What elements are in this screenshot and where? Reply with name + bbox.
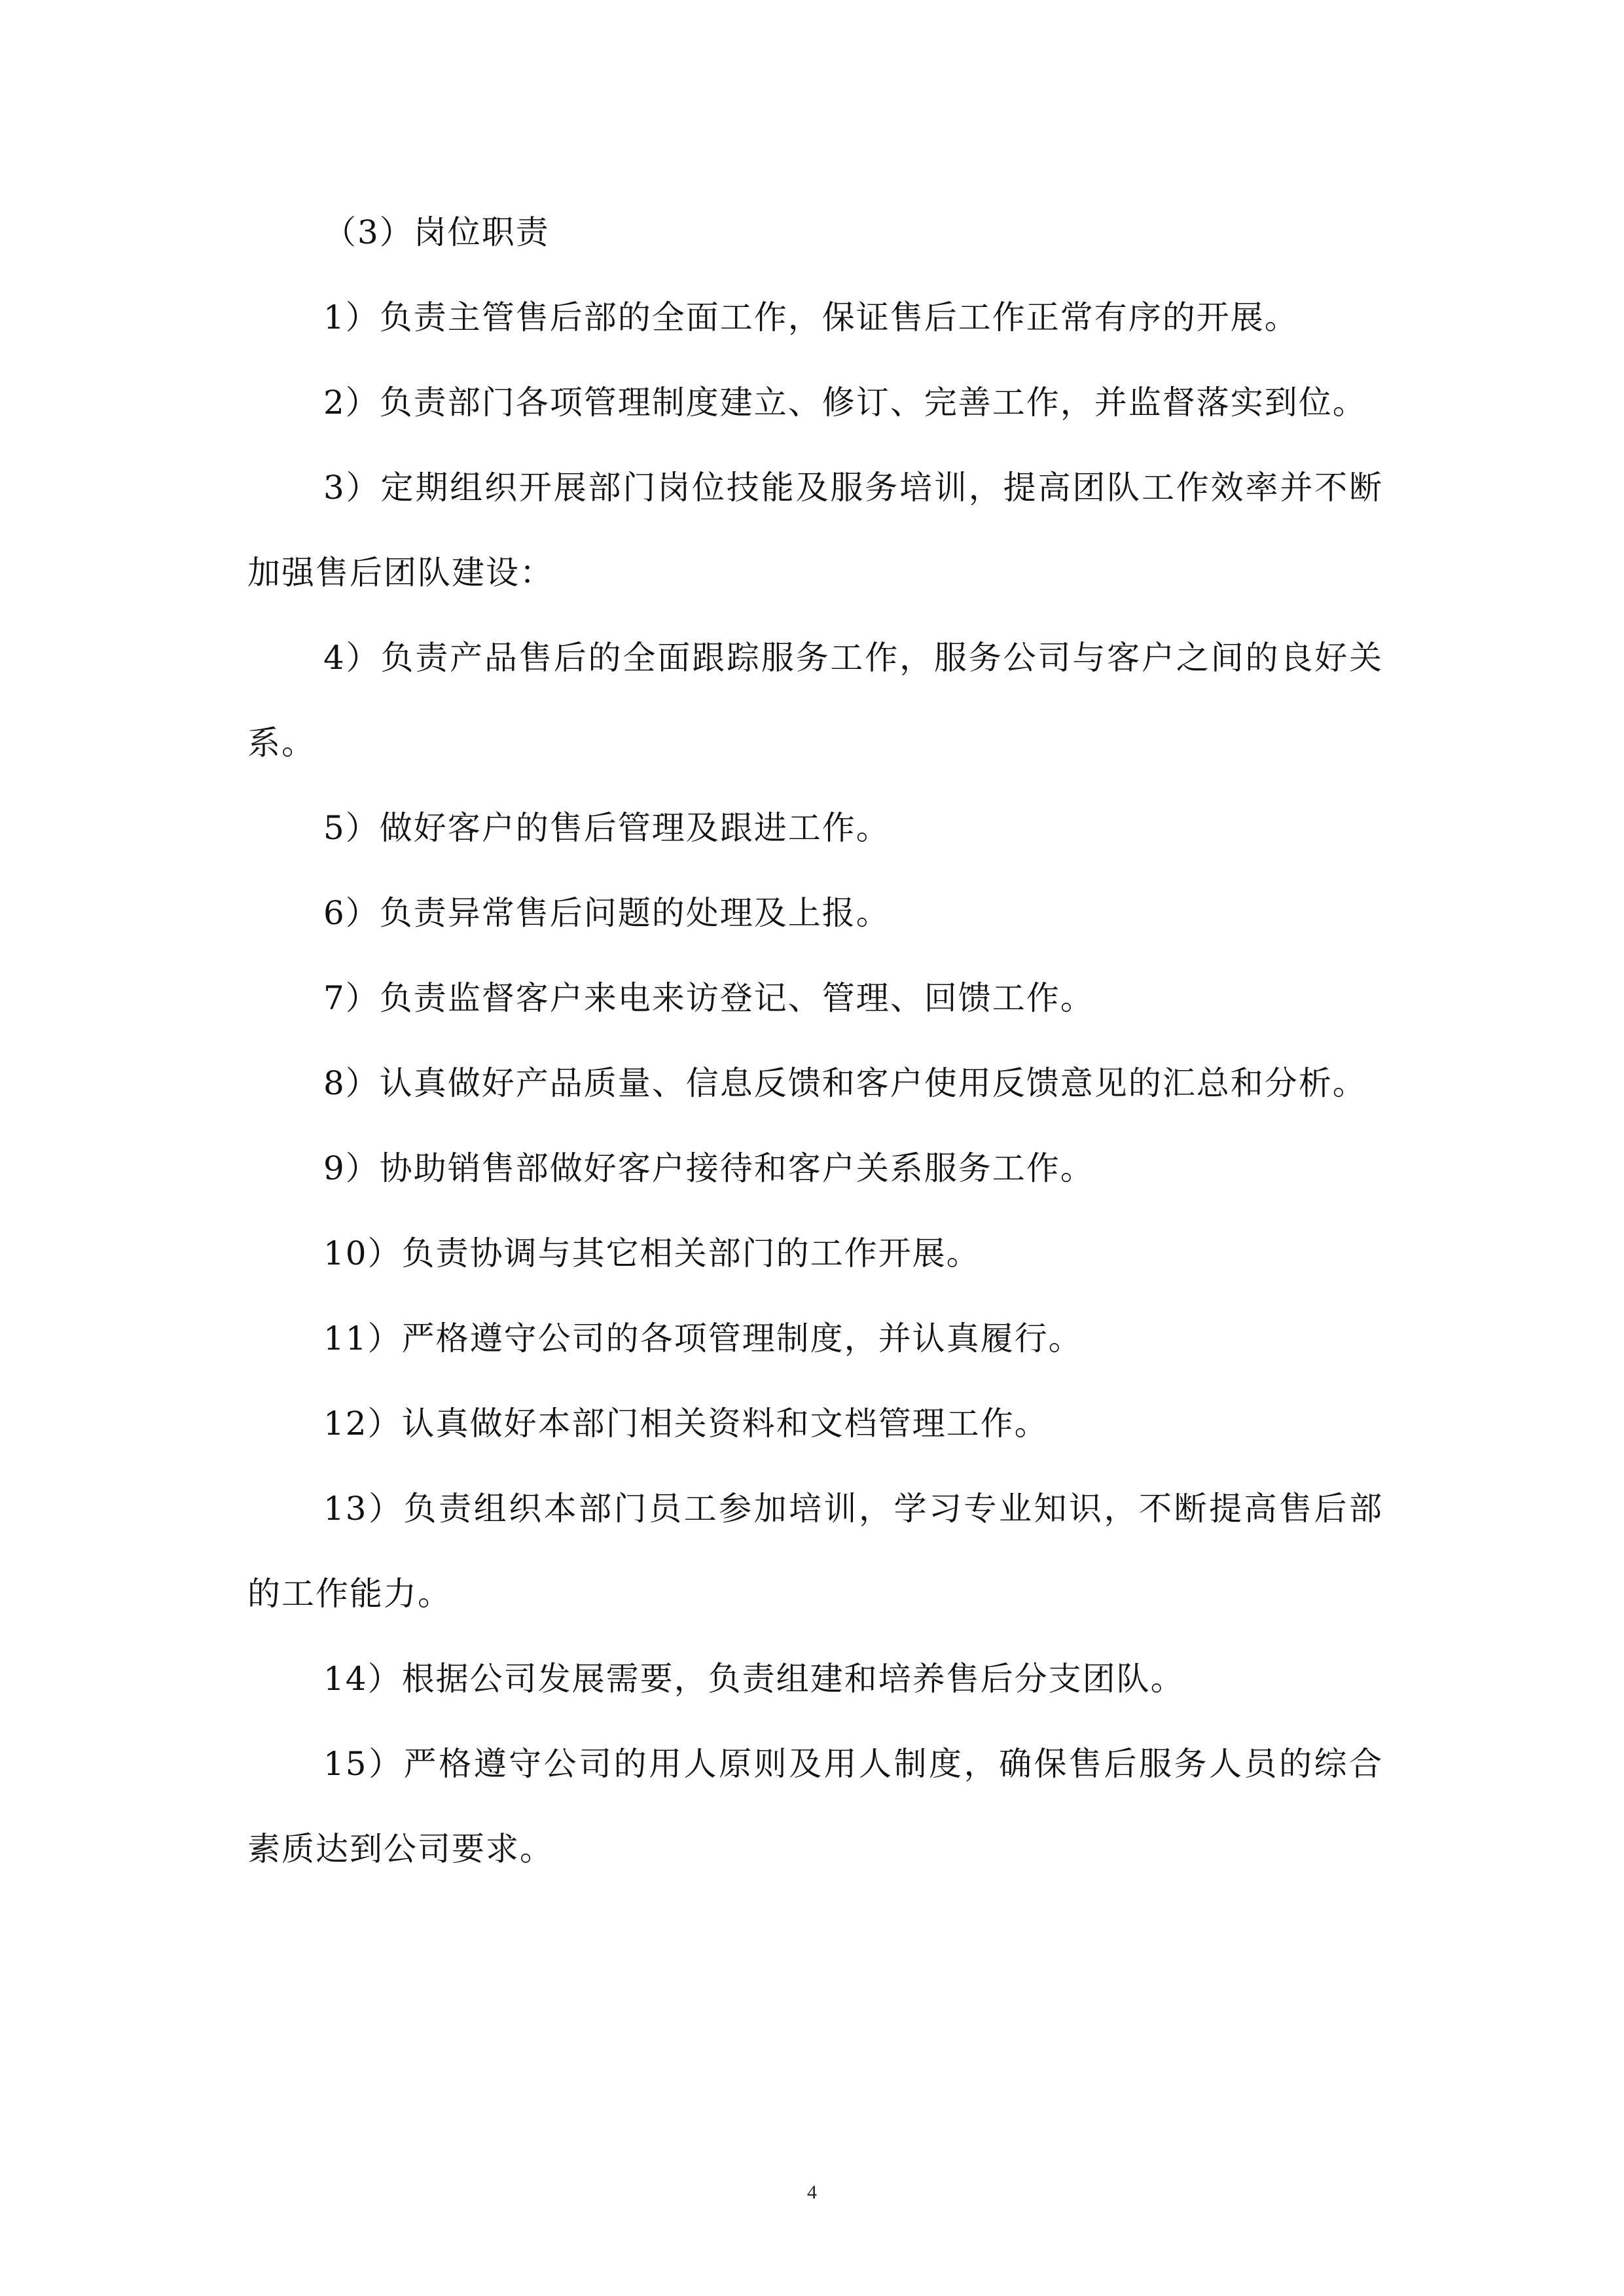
list-item: 14）根据公司发展需要，负责组建和培养售后分支团队。 xyxy=(323,1660,1185,1698)
list-item: 13）负责组织本部门员工参加培训，学习专业知识，不断提高售后部的工作能力。 xyxy=(247,1490,1383,1613)
list-item: 9）协助销售部做好客户接待和客户关系服务工作。 xyxy=(323,1149,1094,1187)
list-item: 12）认真做好本部门相关资料和文档管理工作。 xyxy=(323,1405,1049,1443)
list-item: 4）负责产品售后的全面跟踪服务工作，服务公司与客户之间的良好关系。 xyxy=(247,639,1383,762)
list-item: 7）负责监督客户来电来访登记、管理、回馈工作。 xyxy=(323,979,1094,1017)
list-item: 10）负责协调与其它相关部门的工作开展。 xyxy=(323,1234,981,1272)
list-item: 6）负责异常售后问题的处理及上报。 xyxy=(323,894,890,932)
page-number: 4 xyxy=(807,2181,817,2203)
list-item: 1）负责主管售后部的全面工作，保证售后工作正常有序的开展。 xyxy=(323,298,1299,336)
list-item: 2）负责部门各项管理制度建立、修订、完善工作，并监督落实到位。 xyxy=(323,384,1367,422)
list-item: 3）定期组织开展部门岗位技能及服务培训，提高团队工作效率并不断加强售后团队建设： xyxy=(247,469,1383,592)
list-item: 8）认真做好产品质量、信息反馈和客户使用反馈意见的汇总和分析。 xyxy=(323,1064,1367,1102)
list-item: 15）严格遵守公司的用人原则及用人制度，确保售后服务人员的综合素质达到公司要求。 xyxy=(247,1745,1383,1868)
document-body xyxy=(247,190,1383,1892)
list-item: 5）做好客户的售后管理及跟进工作。 xyxy=(323,809,890,847)
section-heading: （3）岗位职责 xyxy=(323,213,550,251)
list-item: 11）严格遵守公司的各项管理制度，并认真履行。 xyxy=(323,1319,1083,1357)
